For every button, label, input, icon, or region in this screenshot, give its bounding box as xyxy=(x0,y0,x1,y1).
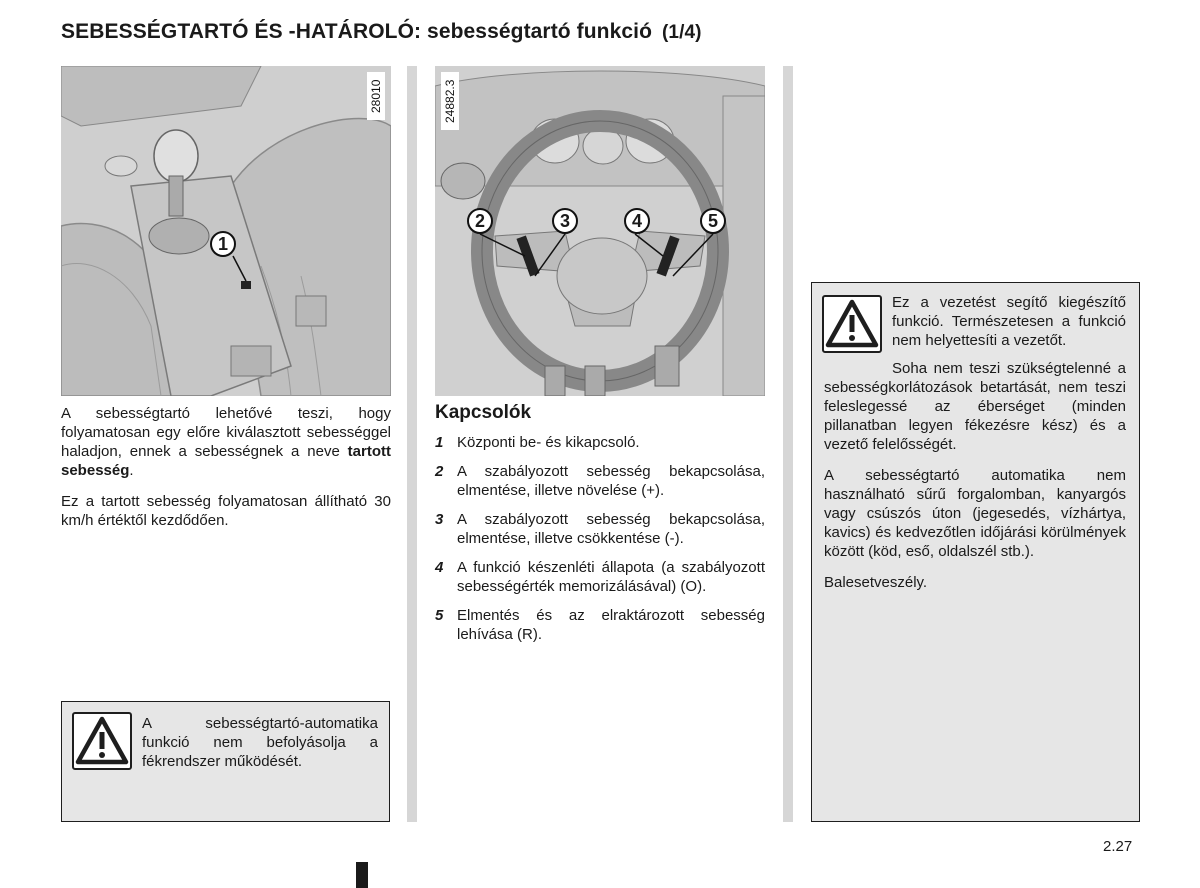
warning-paragraph-2: Soha nem teszi szükségtelenné a sebességkorlátozások betartását, nem teszi feleslegessé az éberséget (minden pillanatban legyen fékezésre kész) és a vezető felelősségét. xyxy=(824,360,1126,453)
warning-paragraph-4: Balesetveszély. xyxy=(824,574,928,591)
callout-1: 1 xyxy=(210,231,236,257)
controls-heading: Kapcsolók xyxy=(435,402,532,423)
page-title-main: SEBESSÉGTARTÓ ÉS -HATÁROLÓ: sebességtartó funkció xyxy=(61,20,653,43)
list-item-number: 4 xyxy=(435,559,444,576)
warning-text-right-top xyxy=(892,293,1126,362)
speed-paragraph: Ez a tartott sebesség folyamatosan állítható 30 km/h értéktől kezdődően. xyxy=(61,493,391,529)
list-item-text: Központi be- és kikapcsoló. xyxy=(457,434,640,451)
figure-code-middle: 24882.3 xyxy=(441,72,459,130)
column-divider-right xyxy=(783,66,793,822)
list-item-number: 2 xyxy=(435,463,444,480)
controls-list xyxy=(435,433,765,654)
steering-wheel-figure xyxy=(435,66,765,396)
bottom-mark xyxy=(356,862,368,888)
callout-3: 3 xyxy=(552,208,578,234)
intro-end: . xyxy=(129,462,134,479)
list-item-text: A szabályozott sebesség bekapcsolása, elmentése, illetve növelése (+). xyxy=(457,463,765,499)
list-item-number: 3 xyxy=(435,511,444,528)
warning-paragraph-1: Ez a vezetést segítő kiegészítő funkció. Természetesen a funkció nem helyettesíti a vezetőt. xyxy=(892,294,1126,349)
warning-triangle-icon xyxy=(72,712,132,770)
warning-triangle-icon xyxy=(822,295,882,353)
page-title xyxy=(61,20,702,44)
warning-text-left xyxy=(142,714,378,783)
page-title-suffix: (1/4) xyxy=(661,22,702,43)
column-divider-left xyxy=(407,66,417,822)
left-body-text xyxy=(61,404,391,542)
intro-text: A sebességtartó lehetővé teszi, hogy folyamatosan egy előre kiválasztott sebességgel haladjon, ennek a sebességnek a neve xyxy=(61,405,391,460)
list-item xyxy=(435,510,765,548)
list-item-number: 5 xyxy=(435,607,444,624)
list-item xyxy=(435,558,765,596)
list-item-text: Elmentés és az elraktározott sebesség lehívása (R). xyxy=(457,607,765,643)
warning-box-right xyxy=(811,282,1140,822)
intro-bold-term: tartott sebesség xyxy=(61,443,391,479)
figure-code-left: 28010 xyxy=(367,72,385,120)
callout-5: 5 xyxy=(700,208,726,234)
list-item xyxy=(435,462,765,500)
warning-text-right-body xyxy=(824,359,1126,604)
callout-2: 2 xyxy=(467,208,493,234)
list-item xyxy=(435,606,765,644)
list-item-number: 1 xyxy=(435,434,444,451)
list-item xyxy=(435,433,765,452)
center-console-figure xyxy=(61,66,391,396)
callout-4: 4 xyxy=(624,208,650,234)
page-number: 2.27 xyxy=(1103,838,1133,855)
list-item-text: A szabályozott sebesség bekapcsolása, elmentése, illetve csökkentése (-). xyxy=(457,511,765,547)
warning-paragraph-3: A sebességtartó automatika nem használható sűrű forgalomban, kanyargós vagy csúszós úton (jegesedés, vízhártya, kavics) és kedvezőtlen időjárási körülmények között (köd, eső, oldalszél stb.). xyxy=(824,467,1126,560)
list-item-text: A funkció készenléti állapota (a szabályozott sebességérték memorizálásával) (O). xyxy=(457,559,765,595)
intro-paragraph xyxy=(61,404,391,480)
warning-box-left xyxy=(61,701,390,822)
warning-paragraph-left: A sebességtartó-automatika funkció nem befolyásolja a fékrendszer működését. xyxy=(142,715,378,770)
